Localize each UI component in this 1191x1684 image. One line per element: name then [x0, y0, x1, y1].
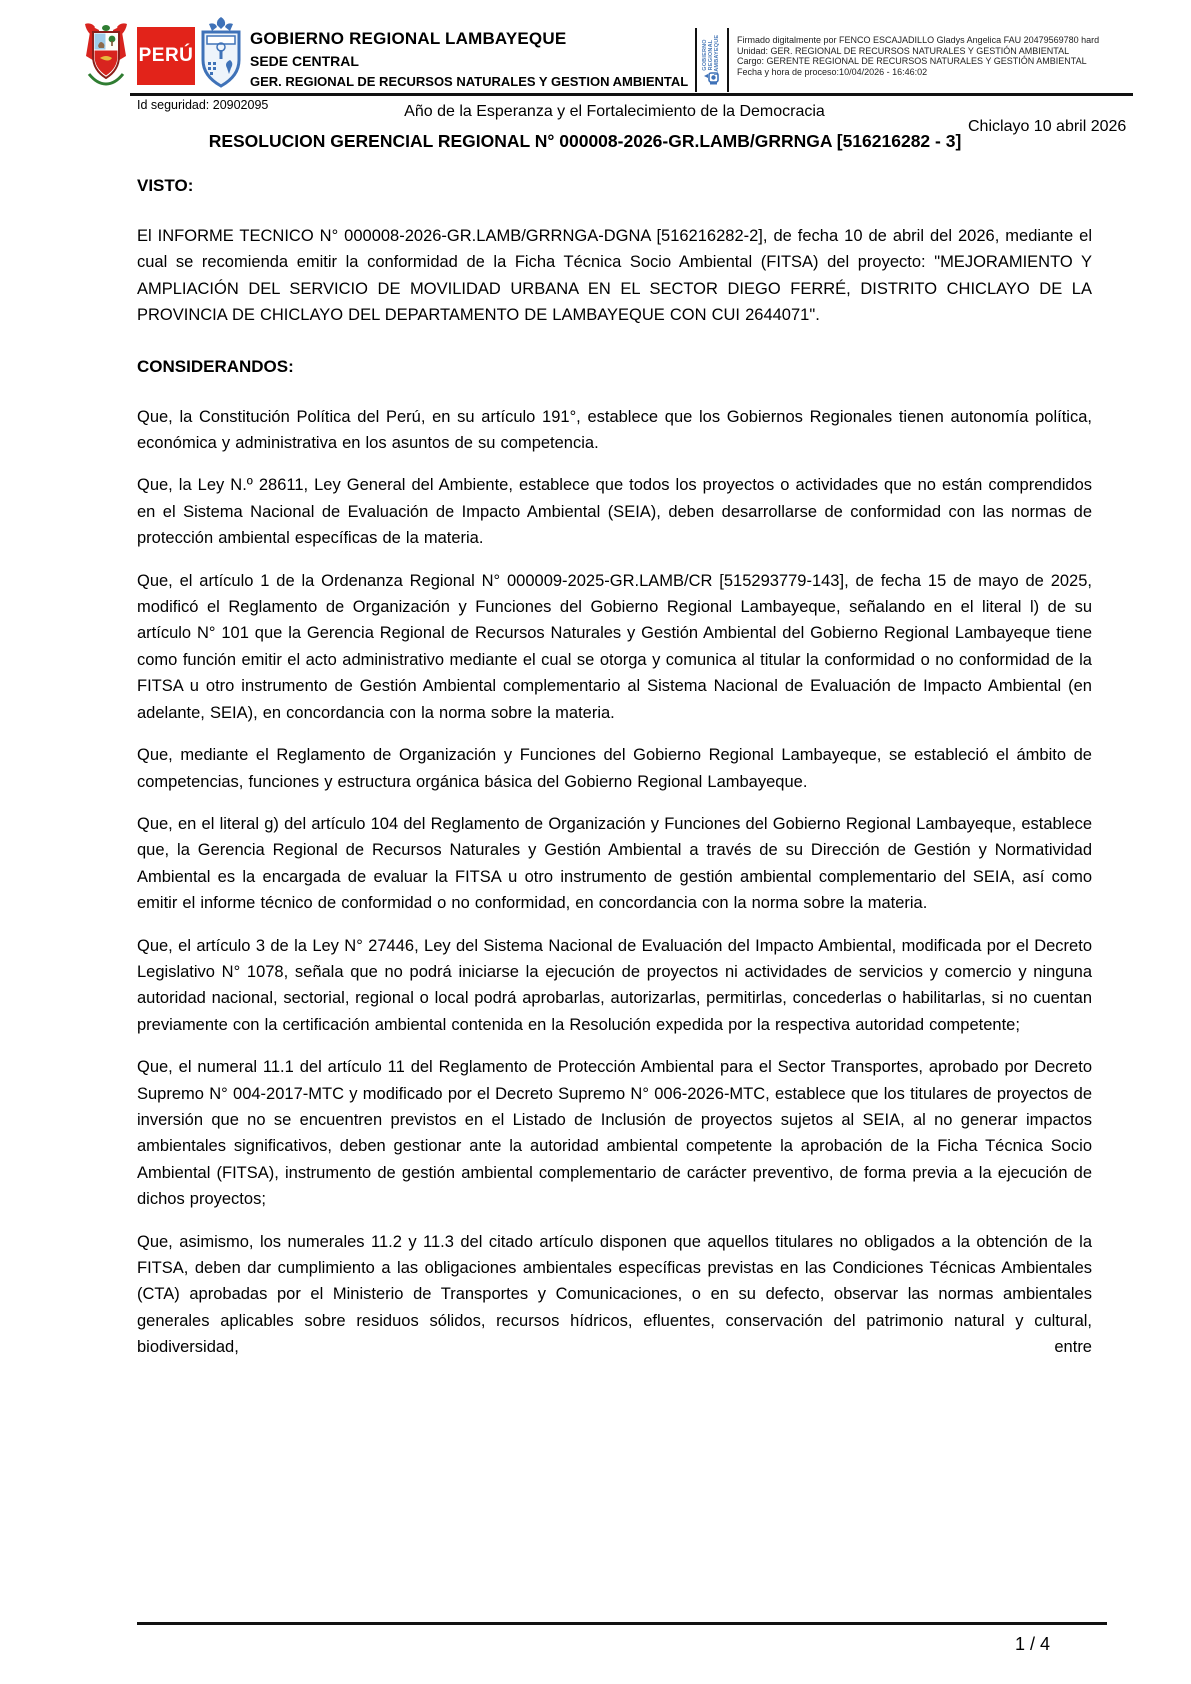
considerando-paragraph: Que, en el literal g) del artículo 104 del Reglamento de Organización y Funciones del Gobierno Regional Lambayeque, establece que, la Gerencia Regional de Recursos Naturales y Gestión Ambiental a través de su Dirección de Gestión y Normatividad Ambiental es la encargada de evaluar la FITSA u otro instrumento de gestión ambiental complementario del SEIA, así como emitir el informe técnico de conformidad o no conformidad, en concordancia con la norma sobre la materia.: [137, 814, 1092, 913]
peru-coat-of-arms-icon: [83, 22, 129, 88]
considerando-paragraph: Que, la Ley N.º 28611, Ley General del Ambiente, establece que todos los proyectos o actividades que no están comprendidos en el Sistema Nacional de Evaluación de Impacto Ambiental (SEIA), deben desarrollarse de conformidad con las normas de protección ambiental específicas de la materia.: [137, 476, 1092, 548]
considerandos-label: CONSIDERANDOS:: [137, 356, 294, 376]
visto-paragraph: El INFORME TECNICO N° 000008-2026-GR.LAMB/GRRNGA-DGNA [516216282-2], de fecha 10 de abril del 2026, mediante el cual se recomienda emitir la conformidad de la Ficha Técnica Socio Ambiental (FITSA) del proyecto: "MEJORAMIENTO Y AMPLIACIÓN DEL SERVICIO DE MOVILIDAD URBANA EN EL SECTOR DIEGO FERRÉ, DISTRITO CHICLAYO DE LA PROVINCIA DE CHICLAYO DEL DEPARTAMENTO DE LAMBAYEQUE CON CUI 2644071".: [137, 227, 1092, 325]
considerando-paragraph: Que, la Constitución Política del Perú, en su artículo 191°, establece que los Gobiernos Regionales tienen autonomía política, económica y administrativa en los asuntos de su competencia.: [137, 407, 1092, 453]
signature-line-role: Cargo: GERENTE REGIONAL DE RECURSOS NATURALES Y GESTIÓN AMBIENTAL: [737, 56, 1087, 66]
considerando-paragraph: Que, mediante el Reglamento de Organización y Funciones del Gobierno Regional Lambayeque, se estableció el ámbito de competencias, funciones y estructura orgánica básica del Gobierno Regional Lambayeque.: [137, 746, 1092, 791]
office-name: SEDE CENTRAL: [250, 53, 359, 69]
lambayeque-shield-icon: [199, 16, 243, 92]
peru-coat-of-arms-graphic: [83, 22, 129, 88]
signature-line-unit: Unidad: GER. REGIONAL DE RECURSOS NATURALES Y GESTIÓN AMBIENTAL: [737, 45, 1070, 56]
document-body: [137, 172, 1092, 1361]
org-name: GOBIERNO REGIONAL LAMBAYEQUE: [250, 29, 567, 48]
considerando-paragraph: Que, asimismo, los numerales 11.2 y 11.3 del citado artículo disponen que aquellos titulares no obligados a la obtención de la FITSA, deben dar cumplimiento a las obligaciones ambientales específicas previstas en las Condiciones Técnicas Ambientales (CTA) aprobadas por el Ministerio de Transportes y Comunicaciones, o en su defecto, observar las normas ambientales generales aplicables sobre residuos sólidos, recursos hídricos, efluentes, conservación del patrimonio natural y cultural, biodiversidad, entre: [137, 1232, 1092, 1357]
signature-side-logo: [697, 30, 727, 92]
visto-label: VISTO:: [137, 176, 194, 195]
header-divider-right: [727, 28, 729, 92]
footer-rule: [137, 1622, 1107, 1625]
side-logo-emblem-icon: [703, 70, 719, 86]
security-id: Id seguridad: 20902095: [137, 98, 269, 112]
peru-brand-label: PERÚ: [138, 45, 194, 66]
page-number: 1 / 4: [1014, 1634, 1050, 1654]
signature-line-datetime: Fecha y hora de proceso:10/04/2026 - 16:46:02: [737, 66, 928, 77]
considerando-paragraph: Que, el artículo 3 de la Ley N° 27446, Ley del Sistema Nacional de Evaluación del Impacto Ambiental, modificada por el Decreto Legislativo N° 1078, señala que no podrá iniciarse la ejecución de proyectos ni actividades de servicios y comercio y ninguna autoridad nacional, sectorial, regional o local podrá aprobarlas, autorizarlas, permitirlas, concederlas o habilitarlas, si no cuentan previamente con la certificación ambiental contenida en la Resolución expedida por la respectiva autoridad competente;: [137, 936, 1092, 1034]
header-title-block: [250, 28, 688, 90]
header-rule: [130, 93, 1133, 96]
considerando-paragraph: Que, el numeral 11.1 del artículo 11 del Reglamento de Protección Ambiental para el Sector Transportes, aprobado por Decreto Supremo N° 004-2017-MTC y modificado por el Decreto Supremo N° 006-2026-MTC, establece que los titulares de proyectos de inversión que no se encuentren previstos en el Listado de Inclusión de proyectos sujetos al SEIA, al no generar impactos ambientales significativos, deben gestionar ante la autoridad ambiental competente la aprobación de la Ficha Técnica Socio Ambiental (FITSA), instrumento de gestión ambiental complementario de carácter preventivo, de forma previa a la ejecución de dichos proyectos;: [137, 1058, 1092, 1209]
signature-line-signer: Firmado digitalmente por FENCO ESCAJADILLO Gladys Angelica FAU 20479569780 hard: [737, 35, 1100, 45]
document-title: RESOLUCION GERENCIAL REGIONAL N° 000008-2026-GR.LAMB/GRRNGA [516216282 - 3]: [208, 131, 962, 151]
lambayeque-shield-graphic: [199, 16, 243, 92]
considerando-paragraph: Que, el artículo 1 de la Ordenanza Regional N° 000009-2025-GR.LAMB/CR [515293779-143], de fecha 15 de mayo de 2025, modificó el Reglamento de Organización y Funciones del Gobierno Regional Lambayeque, señalando en el literal l) de su artículo N° 101 que la Gerencia Regional de Recursos Naturales y Gestión Ambiental del Gobierno Regional Lambayeque tiene como función emitir el acto administrativo mediante el cual se otorga y comunica al titular la conformidad o no conformidad de la FITSA u otro instrumento de Gestión Ambiental complementario al Sistema Nacional de Evaluación de Impacto Ambiental (en adelante, SEIA), en concordancia con la norma sobre la materia.: [137, 571, 1092, 722]
side-logo-caption: GOBIERNO REGIONAL LAMBAYEQUE: [702, 34, 720, 76]
peru-brand-box: [137, 27, 195, 85]
department-name: GER. REGIONAL DE RECURSOS NATURALES Y GESTION AMBIENTAL: [250, 74, 689, 89]
digital-signature-block: [737, 35, 1177, 77]
motto: Año de la Esperanza y el Fortalecimiento de la Democracia: [404, 103, 825, 120]
place-date: Chiclayo 10 abril 2026: [968, 118, 1127, 135]
